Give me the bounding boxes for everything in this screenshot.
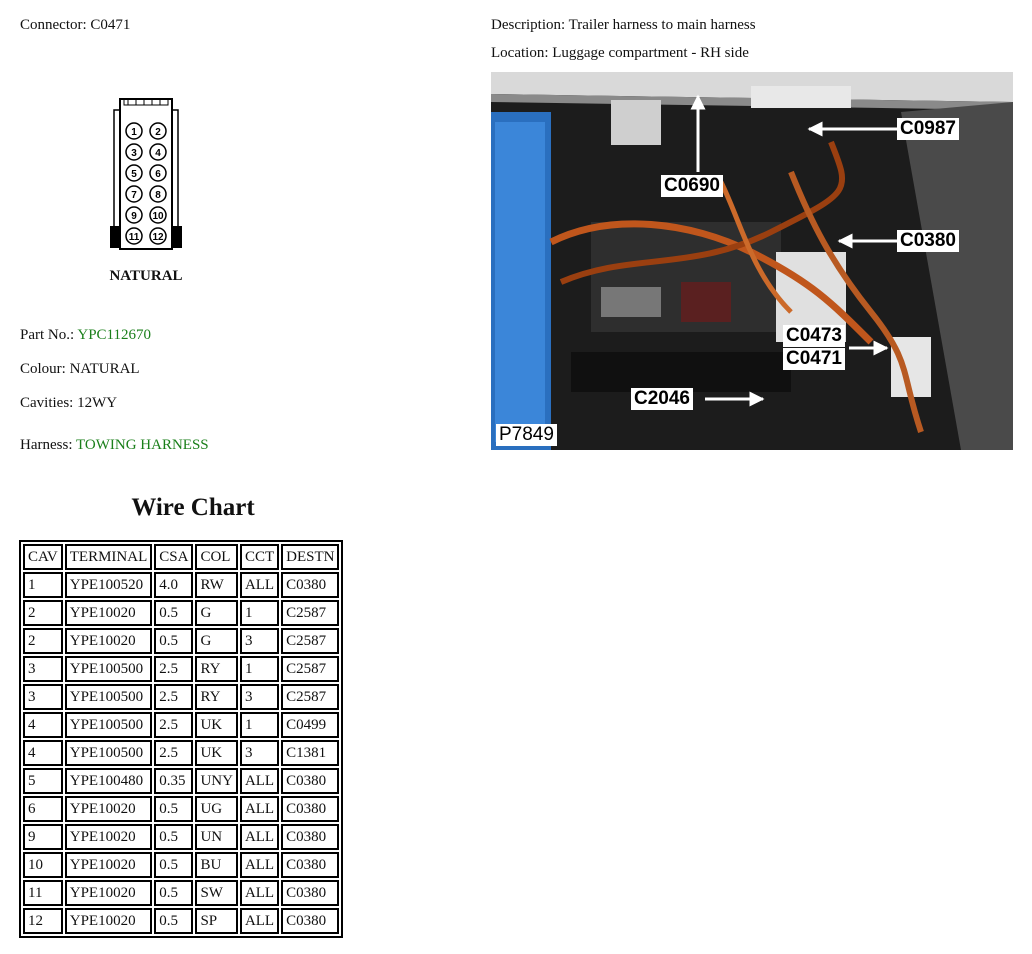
- table-cell: 0.5: [154, 600, 193, 626]
- location-value: Luggage compartment - RH side: [552, 45, 749, 61]
- table-cell: 3: [240, 740, 279, 766]
- table-cell: 0.5: [154, 824, 193, 850]
- connector-label: Connector:: [20, 17, 87, 33]
- table-cell: 2.5: [154, 740, 193, 766]
- table-cell: UG: [195, 796, 238, 822]
- table-cell: YPE100500: [65, 684, 153, 710]
- table-row: [23, 796, 339, 822]
- table-row: [23, 824, 339, 850]
- table-cell: C2587: [281, 600, 339, 626]
- cavity-number: 5: [131, 169, 137, 180]
- table-cell: 0.35: [154, 768, 193, 794]
- table-cell: G: [195, 600, 238, 626]
- description-value: Trailer harness to main harness: [568, 17, 756, 33]
- cavity-number: 10: [152, 211, 164, 222]
- table-cell: ALL: [240, 908, 279, 934]
- table-row: [23, 628, 339, 654]
- column-header: CAV: [23, 544, 63, 570]
- colour-label: Colour:: [20, 361, 66, 377]
- table-cell: YPE100480: [65, 768, 153, 794]
- column-header: COL: [195, 544, 238, 570]
- callout-c0473: C0473: [783, 325, 845, 347]
- table-row: [23, 908, 339, 934]
- table-row: [23, 572, 339, 598]
- table-cell: 2: [23, 628, 63, 654]
- table-cell: C0380: [281, 572, 339, 598]
- cavity-number: 2: [155, 127, 161, 138]
- table-cell: ALL: [240, 796, 279, 822]
- wire-chart-header-row: [23, 544, 339, 570]
- cavity-number: 3: [131, 148, 137, 159]
- table-cell: UK: [195, 740, 238, 766]
- cavity-number: 4: [155, 148, 161, 159]
- table-cell: YPE100500: [65, 740, 153, 766]
- table-row: [23, 684, 339, 710]
- location-photo: [491, 72, 1013, 450]
- table-cell: SP: [195, 908, 238, 934]
- table-cell: ALL: [240, 768, 279, 794]
- table-cell: 9: [23, 824, 63, 850]
- table-cell: RY: [195, 684, 238, 710]
- connector-line: [20, 17, 130, 34]
- column-header: DESTN: [281, 544, 339, 570]
- table-cell: YPE100520: [65, 572, 153, 598]
- table-cell: 4: [23, 740, 63, 766]
- connector-id: C0471: [90, 17, 131, 33]
- harness-line: [20, 437, 209, 454]
- table-cell: C1381: [281, 740, 339, 766]
- table-row: [23, 852, 339, 878]
- table-cell: 1: [23, 572, 63, 598]
- colour-value: NATURAL: [69, 361, 140, 377]
- table-cell: C0380: [281, 880, 339, 906]
- callout-c0471: C0471: [783, 348, 845, 370]
- table-cell: 11: [23, 880, 63, 906]
- table-cell: C0380: [281, 852, 339, 878]
- table-cell: UN: [195, 824, 238, 850]
- table-cell: 0.5: [154, 852, 193, 878]
- table-cell: UK: [195, 712, 238, 738]
- table-cell: C0380: [281, 824, 339, 850]
- column-header: CCT: [240, 544, 279, 570]
- table-cell: C0499: [281, 712, 339, 738]
- table-cell: 0.5: [154, 880, 193, 906]
- table-cell: RY: [195, 656, 238, 682]
- cavities-label: Cavities:: [20, 395, 74, 411]
- table-cell: 1: [240, 712, 279, 738]
- table-row: [23, 740, 339, 766]
- part-number-link[interactable]: YPC112670: [77, 327, 151, 343]
- table-cell: C2587: [281, 656, 339, 682]
- callout-c2046: C2046: [631, 388, 693, 410]
- table-row: [23, 600, 339, 626]
- table-cell: 2.5: [154, 684, 193, 710]
- part-number-line: [20, 327, 151, 344]
- cavity-number: 7: [131, 190, 137, 201]
- table-cell: BU: [195, 852, 238, 878]
- table-cell: C0380: [281, 908, 339, 934]
- location-line: [491, 45, 749, 62]
- table-cell: ALL: [240, 852, 279, 878]
- table-cell: 12: [23, 908, 63, 934]
- table-cell: 0.5: [154, 628, 193, 654]
- table-cell: 0.5: [154, 796, 193, 822]
- table-cell: 6: [23, 796, 63, 822]
- table-cell: ALL: [240, 572, 279, 598]
- table-cell: 1: [240, 656, 279, 682]
- table-row: [23, 768, 339, 794]
- table-cell: G: [195, 628, 238, 654]
- colour-line: [20, 361, 140, 378]
- table-cell: YPE10020: [65, 880, 153, 906]
- table-cell: 3: [240, 684, 279, 710]
- table-cell: 4.0: [154, 572, 193, 598]
- cavity-number: 9: [131, 211, 137, 222]
- table-cell: 3: [240, 628, 279, 654]
- description-line: [491, 17, 756, 34]
- table-cell: YPE10020: [65, 908, 153, 934]
- column-header: CSA: [154, 544, 193, 570]
- table-row: [23, 656, 339, 682]
- table-cell: YPE10020: [65, 600, 153, 626]
- table-cell: 3: [23, 656, 63, 682]
- table-row: [23, 712, 339, 738]
- description-label: Description:: [491, 17, 566, 33]
- table-cell: C2587: [281, 628, 339, 654]
- harness-link[interactable]: TOWING HARNESS: [75, 437, 209, 453]
- part-number-label: Part No.:: [20, 327, 75, 343]
- table-cell: 1: [240, 600, 279, 626]
- table-cell: RW: [195, 572, 238, 598]
- table-cell: 5: [23, 768, 63, 794]
- cavity-number: 6: [155, 169, 161, 180]
- table-cell: 3: [23, 684, 63, 710]
- table-cell: 0.5: [154, 908, 193, 934]
- table-cell: 2.5: [154, 656, 193, 682]
- callout-c0987: C0987: [897, 118, 959, 140]
- cavity-number: 8: [155, 190, 161, 201]
- table-cell: UNY: [195, 768, 238, 794]
- table-cell: C0380: [281, 768, 339, 794]
- table-cell: 2: [23, 600, 63, 626]
- table-cell: YPE10020: [65, 628, 153, 654]
- cavity-number: 11: [128, 232, 140, 243]
- table-cell: 4: [23, 712, 63, 738]
- table-cell: YPE100500: [65, 712, 153, 738]
- wire-chart-title: Wire Chart: [131, 494, 255, 521]
- table-row: [23, 880, 339, 906]
- location-label: Location:: [491, 45, 549, 61]
- connector-colour-caption: NATURAL: [109, 268, 183, 284]
- table-cell: ALL: [240, 880, 279, 906]
- photo-id-label: P7849: [496, 424, 557, 446]
- harness-label: Harness:: [20, 437, 73, 453]
- table-cell: 10: [23, 852, 63, 878]
- cavity-number: 1: [131, 127, 137, 138]
- table-cell: 2.5: [154, 712, 193, 738]
- callout-c0690: C0690: [661, 175, 723, 197]
- table-cell: YPE100500: [65, 656, 153, 682]
- table-cell: YPE10020: [65, 852, 153, 878]
- table-cell: C0380: [281, 796, 339, 822]
- table-cell: YPE10020: [65, 796, 153, 822]
- table-cell: ALL: [240, 824, 279, 850]
- column-header: TERMINAL: [65, 544, 153, 570]
- callout-c0380: C0380: [897, 230, 959, 252]
- table-cell: C2587: [281, 684, 339, 710]
- table-cell: SW: [195, 880, 238, 906]
- table-cell: YPE10020: [65, 824, 153, 850]
- cavities-line: [20, 395, 117, 412]
- wire-chart-table: [19, 540, 343, 938]
- cavities-value: 12WY: [77, 395, 118, 411]
- connector-face-diagram: [106, 96, 186, 296]
- cavity-number: 12: [152, 232, 164, 243]
